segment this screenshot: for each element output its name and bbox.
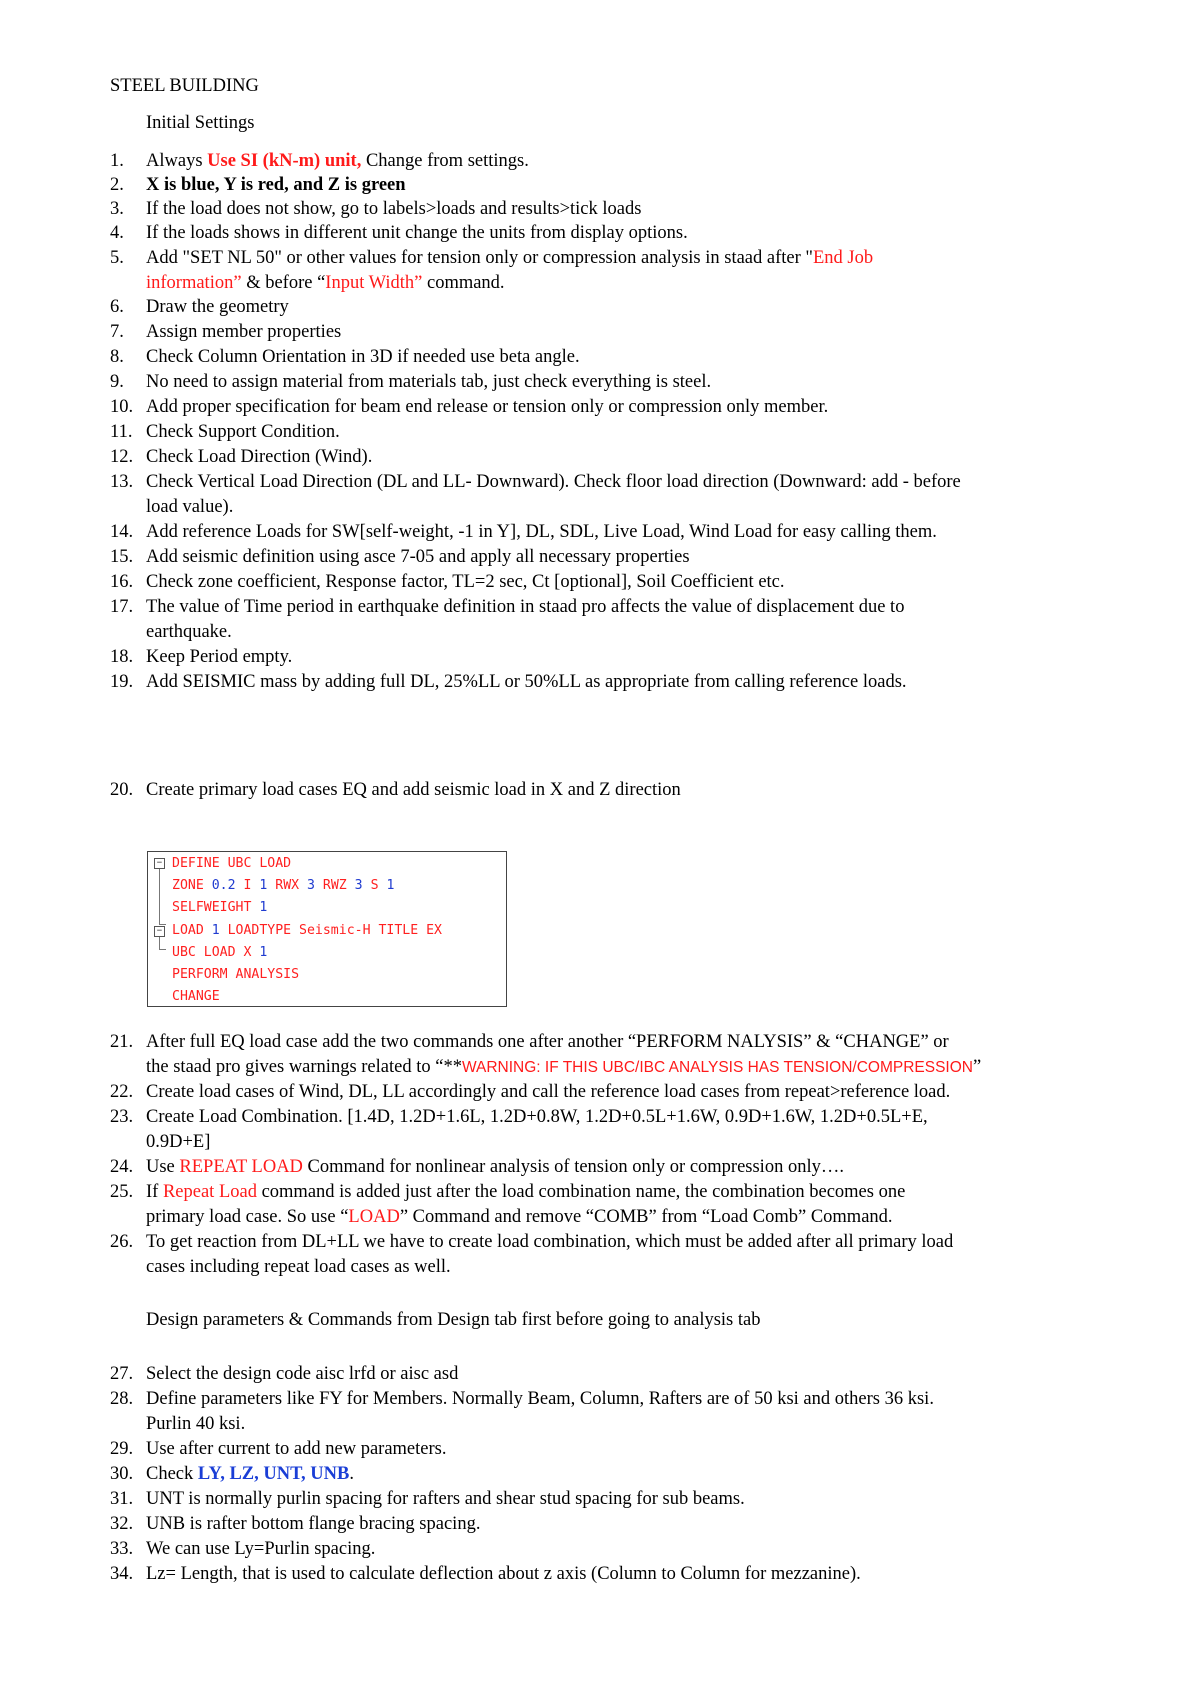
code-line: LOAD 1 LOADTYPE Seismic-H TITLE EX	[172, 923, 442, 938]
list-number: 34.	[110, 1564, 134, 1584]
list-number: 23.	[110, 1107, 134, 1127]
list-number: 12.	[110, 447, 134, 467]
list-item: Add seismic definition using asce 7-05 and apply all necessary properties	[146, 547, 690, 567]
staad-code-snippet	[147, 851, 507, 1007]
list-number: 10.	[110, 397, 134, 417]
list-item: X is blue, Y is red, and Z is green	[146, 175, 406, 195]
list-number: 11.	[110, 422, 133, 442]
list-number: 28.	[110, 1389, 134, 1409]
list-item: Check Support Condition.	[146, 422, 340, 442]
list-number: 3.	[110, 199, 124, 219]
list-number: 32.	[110, 1514, 134, 1534]
list-number: 1.	[110, 151, 124, 171]
fold-guide-line	[159, 869, 160, 924]
list-number: 15.	[110, 547, 134, 567]
list-item: Check Load Direction (Wind).	[146, 447, 373, 467]
code-line: ZONE 0.2 I 1 RWX 3 RWZ 3 S 1	[172, 878, 395, 893]
collapse-icon[interactable]: −	[154, 926, 165, 937]
list-number: 2.	[110, 175, 124, 195]
fold-guide-end	[159, 924, 166, 925]
list-item: Create Load Combination. [1.4D, 1.2D+1.6L, 1.2D+0.8W, 1.2D+0.5L+1.6W, 0.9D+1.6W, 1.2D+0.5L+E,	[146, 1107, 928, 1127]
list-number: 25.	[110, 1182, 134, 1202]
list-item: UNT is normally purlin spacing for rafters and shear stud spacing for sub beams.	[146, 1489, 745, 1509]
code-line: CHANGE	[172, 989, 220, 1004]
list-item-continuation: information” & before “Input Width” command.	[146, 273, 505, 293]
list-number: 22.	[110, 1082, 134, 1102]
list-item: Add proper specification for beam end release or tension only or compression only member.	[146, 397, 829, 417]
list-item-continuation: load value).	[146, 497, 234, 517]
collapse-icon[interactable]: −	[154, 858, 165, 869]
list-item: Create load cases of Wind, DL, LL accordingly and call the reference load cases from repeat>reference load.	[146, 1082, 951, 1102]
list-item: Check Column Orientation in 3D if needed use beta angle.	[146, 347, 580, 367]
list-item: Use after current to add new parameters.	[146, 1439, 447, 1459]
fold-guide-end	[159, 949, 166, 950]
list-item: If Repeat Load command is added just after the load combination name, the combination becomes one	[146, 1182, 906, 1202]
list-number: 27.	[110, 1364, 134, 1384]
list-item: If the load does not show, go to labels>loads and results>tick loads	[146, 199, 642, 219]
list-item: Add "SET NL 50" or other values for tension only or compression analysis in staad after "End Job	[146, 248, 874, 268]
list-number: 29.	[110, 1439, 134, 1459]
list-item-continuation: Purlin 40 ksi.	[146, 1414, 246, 1434]
list-item: Check Vertical Load Direction (DL and LL- Downward). Check floor load direction (Downward: add - before	[146, 472, 961, 492]
list-number: 16.	[110, 572, 134, 592]
list-item: Always Use SI (kN-m) unit, Change from settings.	[146, 151, 529, 171]
list-item: Assign member properties	[146, 322, 342, 342]
list-item: The value of Time period in earthquake definition in staad pro affects the value of displacement due to	[146, 597, 905, 617]
list-number: 7.	[110, 322, 124, 342]
list-number: 13.	[110, 472, 134, 492]
list-item: Check zone coefficient, Response factor, TL=2 sec, Ct [optional], Soil Coefficient etc.	[146, 572, 785, 592]
list-item: Add SEISMIC mass by adding full DL, 25%LL or 50%LL as appropriate from calling reference loads.	[146, 672, 907, 692]
list-number: 18.	[110, 647, 134, 667]
list-number: 33.	[110, 1539, 134, 1559]
list-item-continuation: primary load case. So use “LOAD” Command and remove “COMB” from “Load Comb” Command.	[146, 1207, 893, 1227]
list-item-continuation: 0.9D+E]	[146, 1132, 211, 1152]
list-item: Draw the geometry	[146, 297, 289, 317]
list-number: 17.	[110, 597, 134, 617]
list-item-continuation: the staad pro gives warnings related to “**WARNING: IF THIS UBC/IBC ANALYSIS HAS TENSION/COMPRESSION”	[146, 1057, 982, 1077]
list-number: 24.	[110, 1157, 134, 1177]
list-number: 21.	[110, 1032, 134, 1052]
code-line: DEFINE UBC LOAD	[172, 856, 292, 871]
list-item-continuation: earthquake.	[146, 622, 232, 642]
section-heading-design-parameters: Design parameters & Commands from Design tab first before going to analysis tab	[146, 1310, 761, 1330]
list-item-continuation: cases including repeat load cases as well.	[146, 1257, 451, 1277]
list-number: 5.	[110, 248, 124, 268]
list-item: Add reference Loads for SW[self-weight, -1 in Y], DL, SDL, Live Load, Wind Load for easy calling them.	[146, 522, 937, 542]
list-number: 6.	[110, 297, 124, 317]
list-number: 9.	[110, 372, 124, 392]
list-item: Lz= Length, that is used to calculate deflection about z axis (Column to Column for mezzanine).	[146, 1564, 861, 1584]
list-number: 14.	[110, 522, 134, 542]
list-number: 31.	[110, 1489, 134, 1509]
list-number: 26.	[110, 1232, 134, 1252]
fold-guide-line	[159, 937, 160, 949]
list-number: 30.	[110, 1464, 134, 1484]
list-item: Use REPEAT LOAD Command for nonlinear analysis of tension only or compression only….	[146, 1157, 844, 1177]
list-item: Keep Period empty.	[146, 647, 293, 667]
list-item: Select the design code aisc lrfd or aisc asd	[146, 1364, 459, 1384]
list-item: UNB is rafter bottom flange bracing spacing.	[146, 1514, 481, 1534]
list-number: 4.	[110, 223, 124, 243]
list-item: After full EQ load case add the two commands one after another “PERFORM NALYSIS” & “CHANGE” or	[146, 1032, 949, 1052]
code-line: UBC LOAD X 1	[172, 945, 268, 960]
list-item: To get reaction from DL+LL we have to create load combination, which must be added after all primary load	[146, 1232, 954, 1252]
list-item: Check LY, LZ, UNT, UNB.	[146, 1464, 354, 1484]
list-item: We can use Ly=Purlin spacing.	[146, 1539, 376, 1559]
list-number: 20.	[110, 780, 134, 800]
section-heading-initial-settings: Initial Settings	[146, 113, 255, 133]
code-line: PERFORM ANALYSIS	[172, 967, 300, 982]
list-number: 19.	[110, 672, 134, 692]
list-item: Define parameters like FY for Members. Normally Beam, Column, Rafters are of 50 ksi and others 36 ksi.	[146, 1389, 934, 1409]
list-item: No need to assign material from materials tab, just check everything is steel.	[146, 372, 712, 392]
list-item: Create primary load cases EQ and add seismic load in X and Z direction	[146, 780, 681, 800]
list-item: If the loads shows in different unit change the units from display options.	[146, 223, 688, 243]
document-title: STEEL BUILDING	[110, 76, 259, 96]
code-line: SELFWEIGHT 1	[172, 900, 268, 915]
list-number: 8.	[110, 347, 124, 367]
